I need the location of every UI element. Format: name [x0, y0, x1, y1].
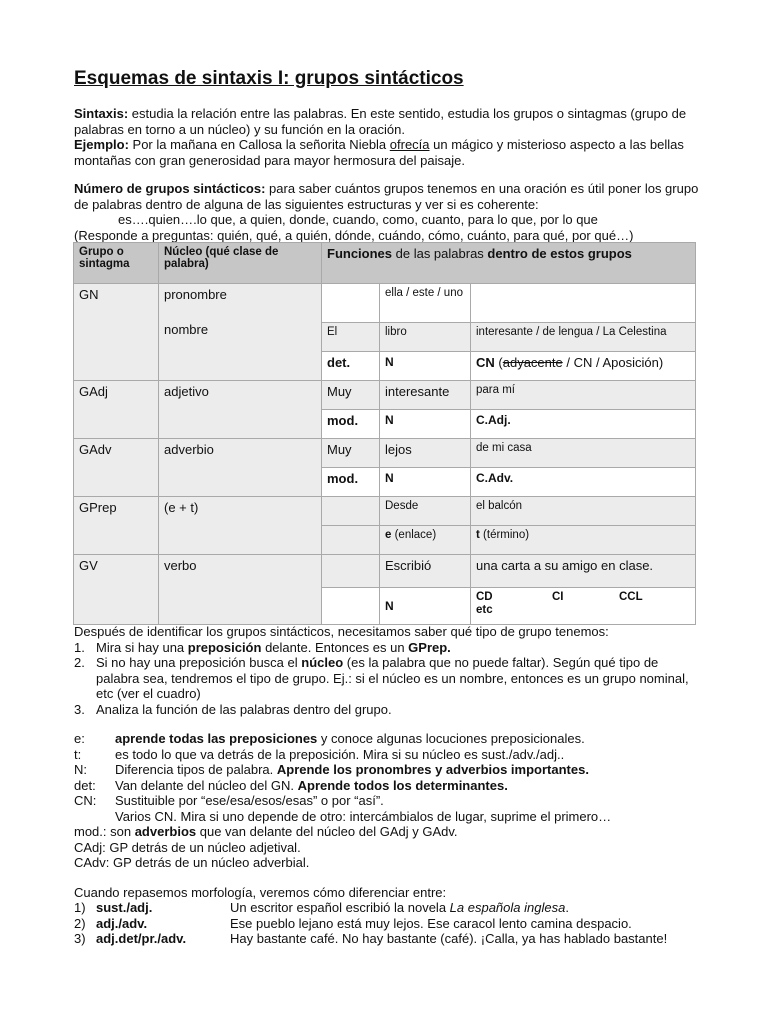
- step-1: 1. Mira si hay una preposición delante. Entonces es un GPrep.: [74, 639, 451, 655]
- morfo-item: 1) sust./adj. Un escritor español escribió la novela La española inglesa.: [74, 900, 569, 915]
- gloss-t: t: es todo lo que va detrás de la preposición. Mira si su núcleo es sust./adv./adj..: [74, 746, 565, 762]
- gv-c: una carta a su amigo en clase.: [471, 555, 696, 588]
- lower-section: [74, 624, 699, 947]
- gv-nucleo: verbo: [159, 555, 322, 625]
- header-grupo: Grupo o sintagma: [74, 243, 159, 284]
- intro-paragraph: [74, 106, 699, 168]
- gn-n: libro: [380, 323, 471, 352]
- step-3: 3. Analiza la función de las palabras dentro del grupo.: [74, 701, 392, 717]
- table-header: [74, 243, 696, 284]
- gn-det: El: [322, 323, 380, 352]
- sintaxis-label: Sintaxis:: [74, 106, 129, 121]
- gprep-grupo: GPrep: [74, 497, 159, 555]
- gprep-e: Desde: [380, 497, 471, 526]
- ejemplo-pre: Por la mañana en Callosa la señorita Niebla: [128, 137, 390, 152]
- gprep-nucleo: (e + t): [159, 497, 322, 555]
- table-row: [74, 555, 696, 588]
- morfo-item: 2) adj./adv. Ese pueblo lejano está muy lejos. Ese caracol lento camina despacio.: [74, 915, 632, 931]
- gn-nucleo: pronombre nombre: [159, 284, 322, 381]
- numero-label: Número de grupos sintácticos:: [74, 181, 266, 196]
- gadj-n: interesante: [380, 381, 471, 410]
- gadj-c: para mí: [471, 381, 696, 410]
- page-title: Esquemas de sintaxis I: grupos sintácticos: [74, 68, 464, 89]
- gn-pron: ella / este / uno: [380, 284, 471, 323]
- questions-line: (Responde a preguntas: quién, qué, a quién, dónde, cuándo, cómo, cuánto, para qué, por qué…): [74, 227, 634, 243]
- ejemplo-post: un mágico y misterioso aspecto a las bellas montañas con gran generosidad para mayor hermosura del paisaje.: [74, 137, 684, 168]
- gadj-mod: Muy: [322, 381, 380, 410]
- header-nucleo: Núcleo (qué clase de palabra): [159, 243, 322, 284]
- gprep-f-e: e (enlace): [380, 526, 471, 555]
- gn-f-n: N: [380, 352, 471, 381]
- gloss-cn-2: Varios CN. Mira si uno depende de otro: intercámbialos de lugar, suprime el primero…: [115, 808, 612, 824]
- morfo-item: 3) adj.det/pr./adv. Hay bastante café. No hay bastante (café). ¡Calla, ya has hablado bastante!: [74, 931, 668, 946]
- gprep-f-t: t (término): [471, 526, 696, 555]
- step-2: 2. Si no hay una preposición busca el núcleo (es la palabra que no puede faltar). Según qué tipo de palabra sea, tendremos el tipo de grupo. Ej.: si el núcleo es un nombre, entonces es un grupo nominal, etc (ver el cuadro): [74, 655, 689, 701]
- gloss-cadv: CAdv: GP detrás de un núcleo adverbial.: [74, 855, 310, 870]
- gprep-t: el balcón: [471, 497, 696, 526]
- steps-intro: Después de identificar los grupos sintácticos, necesitamos saber qué tipo de grupo tenemos:: [74, 624, 609, 639]
- gadj-f-n: N: [380, 410, 471, 439]
- ejemplo-verb: ofrecía: [389, 137, 430, 152]
- gn-cn: interesante / de lengua / La Celestina: [471, 323, 696, 352]
- table-row: [74, 439, 696, 468]
- gloss-n: N: Diferencia tipos de palabra. Aprende los pronombres y adverbios importantes.: [74, 762, 589, 777]
- gadv-f-n: N: [380, 468, 471, 497]
- gadj-nucleo: adjetivo: [159, 381, 322, 439]
- gadv-c: de mi casa: [471, 439, 696, 468]
- gloss-det: det: Van delante del núcleo del GN. Aprende todos los determinantes.: [74, 777, 508, 793]
- syntax-table: [73, 242, 696, 625]
- gadv-grupo: GAdv: [74, 439, 159, 497]
- header-funciones: Funciones de las palabras dentro de estos grupos: [322, 243, 696, 284]
- morfo-intro: Cuando repasemos morfología, veremos cómo diferenciar entre:: [74, 884, 447, 900]
- gadj-f-mod: mod.: [322, 410, 380, 439]
- structures-line: es….quien….lo que, a quien, donde, cuando, como, cuanto, para lo que, por lo que: [118, 212, 598, 227]
- table-row: [74, 381, 696, 410]
- gadv-n: lejos: [380, 439, 471, 468]
- gloss-mod: mod.: son adverbios que van delante del núcleo del GAdj y GAdv.: [74, 824, 458, 839]
- sintaxis-text: estudia la relación entre las palabras. En este sentido, estudia los grupos o sintagmas (grupo de palabras en torno a un núcleo) y su función en la oración.: [74, 106, 687, 137]
- table-row: [74, 284, 696, 323]
- table-row: [74, 497, 696, 526]
- gv-f-c: CD CI CCL etc: [471, 588, 696, 625]
- gadv-f-mod: mod.: [322, 468, 380, 497]
- gn-f-cn: CN (adyacente / CN / Aposición): [471, 352, 696, 381]
- gadj-f-c: C.Adj.: [471, 410, 696, 439]
- gloss-e: e: aprende todas las preposiciones y conoce algunas locuciones preposicionales.: [74, 731, 585, 746]
- gadv-nucleo: adverbio: [159, 439, 322, 497]
- gn-grupo: GN: [74, 284, 159, 381]
- gadv-f-c: C.Adv.: [471, 468, 696, 497]
- numero-text: para saber cuántos grupos tenemos en una oración es útil poner los grupo de palabras dentro de alguna de las siguientes estructuras y ver si es coherente:: [74, 181, 699, 212]
- gloss-cn: CN: Sustituible por “ese/esa/esos/esas” o por “así”.: [74, 793, 384, 808]
- ejemplo-label: Ejemplo:: [74, 137, 129, 152]
- gv-grupo: GV: [74, 555, 159, 625]
- gv-n: Escribió: [380, 555, 471, 588]
- gn-f-det: det.: [322, 352, 380, 381]
- gloss-cadj: CAdj: GP detrás de un núcleo adjetival.: [74, 839, 301, 855]
- gv-f-n: N: [380, 588, 471, 625]
- numero-paragraph: [74, 181, 699, 243]
- gadj-grupo: GAdj: [74, 381, 159, 439]
- gadv-mod: Muy: [322, 439, 380, 468]
